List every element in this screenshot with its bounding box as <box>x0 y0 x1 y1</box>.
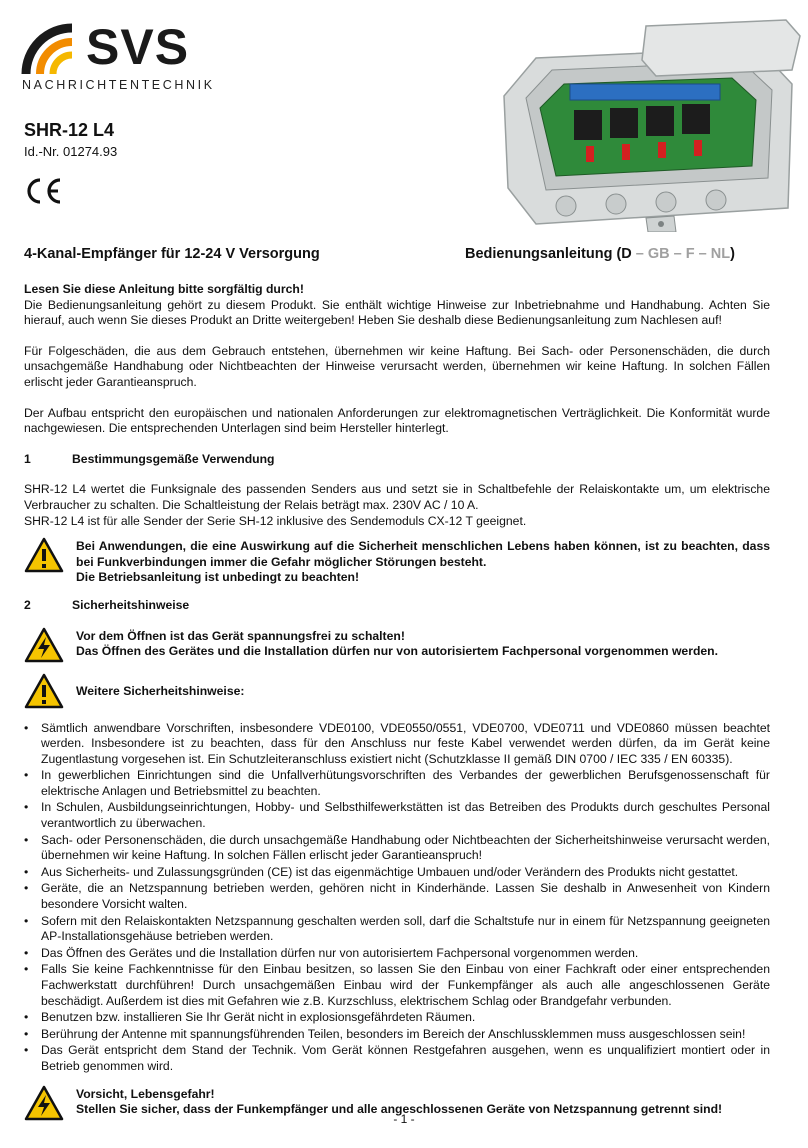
section-2-voltage-warning: Vor dem Öffnen ist das Gerät spannungsfrei zu schalten! Das Öffnen des Gerätes und die Installation dürfen nur von autorisiertem Fachpersonal vorgenommen werden. <box>24 629 770 663</box>
list-item: • Sach- oder Personenschäden, die durch unsachgemäße Handhabung oder Nichtbeachten der Sicherheitshinweise verursacht werden, übernehmen wir keine Haftung. In solchen Fällen erlischt jeder Garantieanspruch! <box>24 833 770 864</box>
model-name: SHR-12 L4 <box>24 120 115 140</box>
list-item: • Benutzen bzw. installieren Sie Ihr Gerät nicht in explosionsgefährdeten Räumen. <box>24 1010 770 1026</box>
section-1-paragraph-1: SHR-12 L4 wertet die Funksignale des passenden Senders aus und setzt sie in Schaltbefehle der Relaiskontakte um, um elektrische Verbraucher zu schalten. Die Schaltleistung der Relais beträgt max. 230V AC / 10 A. <box>24 482 770 512</box>
warning-exclamation-icon <box>24 537 64 573</box>
list-item: • Aus Sicherheits- und Zulassungsgründen (CE) ist das eigenmächtige Umbauen und/oder Verändern des Produkts nicht gestattet. <box>24 865 770 881</box>
list-item: • Sofern mit den Relaiskontakten Netzspannung geschalten werden soll, darf die Schaltstufe nur in einem für Netzspannung geeigneten AP-Installationsgehäuse betrieben werden. <box>24 914 770 945</box>
document-body <box>24 282 770 1133</box>
product-image <box>496 18 802 232</box>
section-1-heading: 1 Bestimmungsgemäße Verwendung <box>24 451 275 466</box>
list-item: • Das Öffnen des Gerätes und die Installation dürfen nur von autorisiertem Fachpersonal vorgenommen werden. <box>24 946 770 962</box>
page-number: - 1 - <box>393 1112 415 1126</box>
intro-paragraph-2: Für Folgeschäden, die aus dem Gebrauch entstehen, übernehmen wir keine Haftung. Bei Sach- oder Personenschäden, die durch unsachgemäße Handhabung oder Nichtbeachten der Hinweise verursacht werden, übernehmen wir keine Haftung. In solchen Fällen erlischt jeder Garantieanspruch. <box>24 343 770 389</box>
safety-list <box>24 721 770 1075</box>
section-2-heading: 2 Sicherheitshinweise <box>24 597 190 612</box>
list-item: • Geräte, die an Netzspannung betrieben werden, gehören nicht in Kinderhände. Lassen Sie deshalb in Anwesenheit von Kindern besondere Vorsicht walten. <box>24 881 770 912</box>
list-item: • Das Gerät entspricht dem Stand der Technik. Vom Gerät können Restgefahren ausgehen, wenn es unqualifiziert montiert oder in Betrieb genommen wird. <box>24 1043 770 1074</box>
product-headline: 4-Kanal-Empfänger für 12-24 V Versorgung <box>24 246 320 262</box>
list-item: • Falls Sie keine Fachkenntnisse für den Einbau besitzen, so lassen Sie den Einbau von einer Fachkraft oder einer entsprechenden Fachwerkstatt durchführen! Durch unsachgemäßen Einbau wird der Funkempfänger als auch alle angeschlossenen Geräte beschädigt. Außerdem ist dies mit Gefahren wie z.B. Kurzschluss, elektrischem Schlag oder Brandgefahr verbunden. <box>24 962 770 1009</box>
ce-mark-icon <box>22 176 64 211</box>
id-number: Id.-Nr. 01274.93 <box>24 144 118 159</box>
section-1-warning: Bei Anwendungen, die eine Auswirkung auf die Sicherheit menschlichen Lebens haben können, ist zu beachten, dass bei Funkverbindungen immer die Gefahr möglicher Störungen besteht. Die Betriebsanleitung ist unbedingt zu beachten! <box>24 539 770 586</box>
intro-paragraph-1: Die Bedienungsanleitung gehört zu diesem Produkt. Sie enthält wichtige Hinweise zur Inbetriebnahme und Handhabung. Achten Sie hierauf, auch wenn Sie dieses Produkt an Dritte weitergeben! Heben Sie deshalb diese Bedienungsanleitung zum Nachlesen auf! <box>24 297 770 328</box>
list-item: • Sämtlich anwendbare Vorschriften, insbesondere VDE0100, VDE0550/0551, VDE0700, VDE0711 und VDE0860 müssen beachtet werden. Insbesondere ist zu beachten, dass für den Anschluss nur feste Kabel verwendet werden dürfen, da im Gerät keine Zugentlastung vorgesehen ist. Ein Schutzleiteranschluss existiert nicht (Schutzklasse II gemäß DIN 0700 / IEC 335 / EN 60335). <box>24 721 770 768</box>
list-item: • In Schulen, Ausbildungseinrichtungen, Hobby- und Selbsthilfewerkstätten ist das Betreiben des Produkts durch geschultes Personal verantwortlich zu überwachen. <box>24 800 770 831</box>
intro-heading: Lesen Sie diese Anleitung bitte sorgfältig durch! <box>24 282 304 296</box>
signal-arcs-icon <box>20 22 84 76</box>
logo-brand: SVS <box>86 19 190 75</box>
manual-title: Bedienungsanleitung (D – GB – F – NL) <box>465 246 735 262</box>
final-warning: Vorsicht, Lebensgefahr! Stellen Sie sicher, dass der Funkempfänger und alle angeschlossenen Geräte von Netzspannung getrennt sind! <box>24 1087 770 1121</box>
list-item: • Berührung der Antenne mit spannungsführenden Teilen, besonders im Bereich der Anschlussklemmen muss ausgeschlossen sein! <box>24 1027 770 1043</box>
high-voltage-icon <box>24 627 64 663</box>
logo-subtitle: NACHRICHTENTECHNIK <box>22 78 215 92</box>
intro-paragraph-3: Der Aufbau entspricht den europäischen und nationalen Anforderungen zur elektromagnetischen Verträglichkeit. Die Konformität wurde nachgewiesen. Die entsprechenden Unterlagen sind beim Hersteller hinterlegt. <box>24 405 770 436</box>
svs-logo <box>20 19 215 92</box>
further-safety-heading: Weitere Sicherheitshinweise: <box>24 675 770 709</box>
section-1-paragraph-2: SHR-12 L4 ist für alle Sender der Serie SH-12 inklusive des Sendemoduls CX-12 T geeignet. <box>24 513 527 528</box>
warning-exclamation-icon <box>24 673 64 709</box>
list-item: • In gewerblichen Einrichtungen sind die Unfallverhütungsvorschriften des Verbandes der gewerblichen Berufsgenossenschaft für elektrische Anlagen und Betriebsmittel zu beachten. <box>24 768 770 799</box>
